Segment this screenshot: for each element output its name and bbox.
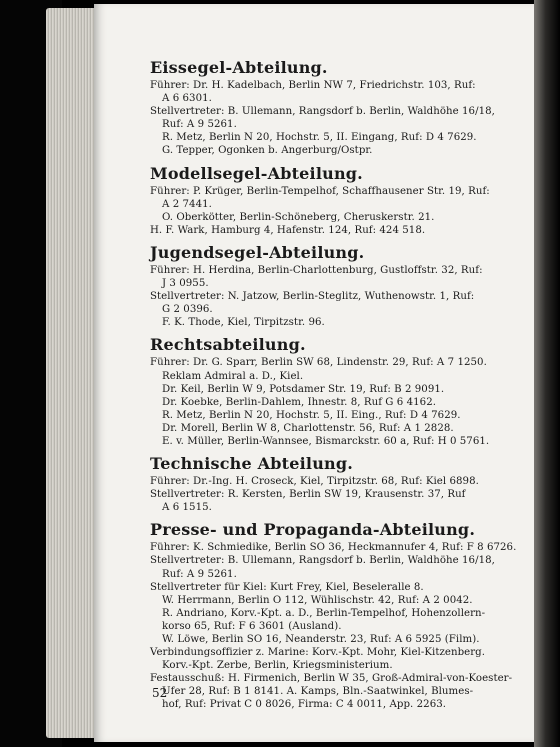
text-line: A 2 7441. <box>162 198 212 210</box>
text-line: Verbindungsoffizier z. Marine: Korv.-Kpt. Mohr, Kiel-Kitzenberg. <box>150 647 486 659</box>
section <box>150 164 530 237</box>
section-heading: Jugendsegel-Abteilung. <box>150 242 365 262</box>
text-line: Stellvertreter: B. Ullemann, Rangsdorf b. Berlin, Waldhöhe 16/18, <box>150 106 495 118</box>
text-line: Führer: Dr. H. Kadelbach, Berlin NW 7, Friedrichstr. 103, Ruf: <box>150 80 476 91</box>
section <box>150 58 530 158</box>
text-line: Dr. Koebke, Berlin-Dahlem, Ihnestr. 8, Ruf G 6 4162. <box>162 396 437 408</box>
text-line: E. v. Müller, Berlin-Wannsee, Bismarckstr. 60 a, Ruf: H 0 5761. <box>162 435 490 447</box>
text-line: Stellvertreter: N. Jatzow, Berlin-Steglitz, Wuthenowstr. 1, Ruf: <box>150 291 475 303</box>
text-line: Dr. Keil, Berlin W 9, Potsdamer Str. 19, Ruf: B 2 9091. <box>162 383 445 395</box>
text-line: F. K. Thode, Kiel, Tirpitzstr. 96. <box>162 317 325 329</box>
text-line: R. Metz, Berlin N 20, Hochstr. 5, II. Eing., Ruf: D 4 7629. <box>162 409 461 421</box>
text-line: O. Oberkötter, Berlin-Schöneberg, Cheruskerstr. 21. <box>162 211 435 223</box>
text-line: H. F. Wark, Hamburg 4, Hafenstr. 124, Ruf: 424 518. <box>150 224 426 236</box>
text-line: R. Andriano, Korv.-Kpt. a. D., Berlin-Tempelhof, Hohenzollern- <box>162 607 486 619</box>
text-line: Führer: H. Herdina, Berlin-Charlottenburg, Gustloffstr. 32, Ruf: <box>150 264 483 276</box>
text-line: Ruf: A 9 5261. <box>162 119 237 131</box>
text-line: G 2 0396. <box>162 304 213 316</box>
section-heading: Eissegel-Abteilung. <box>150 58 328 77</box>
text-line: Stellvertreter: B. Ullemann, Rangsdorf b. Berlin, Waldhöhe 16/18, <box>150 555 495 567</box>
text-line: Stellvertreter für Kiel: Kurt Frey, Kiel, Beseleralle 8. <box>150 581 424 593</box>
section <box>150 243 530 329</box>
page-number: 52 <box>152 686 168 700</box>
text-line: Stellvertreter: R. Kersten, Berlin SW 19, Krausenstr. 37, Ruf <box>150 489 466 501</box>
section <box>150 520 530 711</box>
text-line: W. Herrmann, Berlin O 112, Wühlischstr. 42, Ruf: A 2 0042. <box>162 594 473 606</box>
text-line: A 6 1515. <box>162 502 212 514</box>
text-line: Festausschuß: H. Firmenich, Berlin W 35, Groß-Admiral-von-Koester- <box>150 673 513 685</box>
text-line: korso 65, Ruf: F 6 3601 (Ausland). <box>162 620 342 632</box>
text-line: R. Metz, Berlin N 20, Hochstr. 5, II. Eingang, Ruf: D 4 7629. <box>162 132 477 144</box>
book-page-edges <box>46 8 98 738</box>
text-line: G. Tepper, Ogonken b. Angerburg/Ostpr. <box>162 145 373 157</box>
page-text <box>150 58 530 712</box>
section <box>150 454 530 514</box>
section-heading: Modellsegel-Abteilung. <box>150 163 363 183</box>
section-heading: Presse- und Propaganda-Abteilung. <box>150 520 476 540</box>
section-heading: Rechtsabteilung. <box>150 335 306 355</box>
section <box>150 335 530 448</box>
text-line: Korv.-Kpt. Zerbe, Berlin, Kriegsministerium. <box>162 660 393 672</box>
text-line: Führer: Dr.-Ing. H. Croseck, Kiel, Tirpitzstr. 68, Ruf: Kiel 6898. <box>150 476 479 488</box>
text-line: Führer: Dr. G. Sparr, Berlin SW 68, Lindenstr. 29, Ruf: A 7 1250. <box>150 357 487 369</box>
text-line: A 6 6301. <box>162 93 212 105</box>
text-line: Dr. Morell, Berlin W 8, Charlottenstr. 56, Ruf: A 1 2828. <box>162 422 454 434</box>
text-line: Führer: P. Krüger, Berlin-Tempelhof, Schaffhausener Str. 19, Ruf: <box>150 185 490 197</box>
text-line: Führer: K. Schmiedike, Berlin SO 36, Heckmannufer 4, Ruf: F 8 6726. <box>150 542 517 554</box>
section-heading: Technische Abteilung. <box>150 454 354 474</box>
text-line: Ruf: A 9 5261. <box>162 568 237 580</box>
text-line: W. Löwe, Berlin SO 16, Neanderstr. 23, Ruf: A 6 5925 (Film). <box>162 634 480 645</box>
text-line: Ufer 28, Ruf: B 1 8141. A. Kamps, Bln.-Saatwinkel, Blumes- <box>162 686 474 698</box>
book-gutter-shadow <box>534 0 560 747</box>
text-line: Reklam Admiral a. D., Kiel. <box>162 370 304 382</box>
text-line: J 3 0955. <box>162 278 209 290</box>
text-line: hof, Ruf: Privat C 0 8026, Firma: C 4 0011, App. 2263. <box>162 699 447 711</box>
